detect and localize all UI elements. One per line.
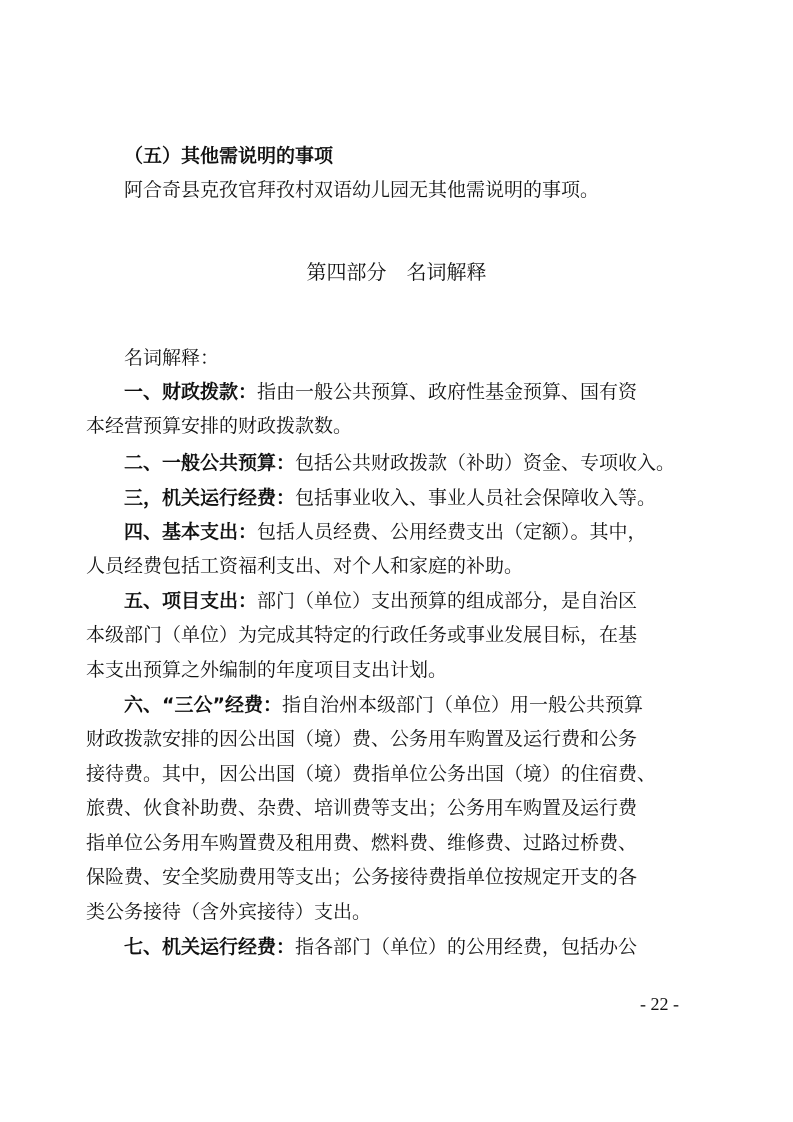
term-6-text: 指自治州本级部门（单位）用一般公共预算 <box>281 694 643 716</box>
term-6-line-6: 保险费、安全奖励费用等支出；公务接待费指单位按规定开支的各 <box>86 866 638 888</box>
term-4-line-1 <box>124 519 647 545</box>
term-6-label: 六、“三公”经费： <box>124 694 282 716</box>
term-5-text: 部门（单位）支出预算的组成部分，是自治区 <box>257 590 638 612</box>
term-6-line-7: 类公务接待（含外宾接待）支出。 <box>86 901 372 923</box>
term-6-line-5: 指单位公务用车购置费及租用费、燃料费、维修费、过路过桥费、 <box>86 832 638 854</box>
page-number: - 22 - <box>640 994 679 1014</box>
subsection-body: 阿合奇县克孜官拜孜村双语幼儿园无其他需说明的事项。 <box>124 179 600 201</box>
term-7-line-1 <box>124 934 637 960</box>
term-3-text: 包括事业收入、事业人员社会保障收入等。 <box>295 487 657 509</box>
part-title: 第四部分 名词解释 <box>306 260 487 284</box>
term-1-text: 指由一般公共预算、政府性基金预算、国有资 <box>257 381 638 403</box>
term-1-line-1 <box>124 379 637 405</box>
term-3-line-1 <box>124 485 656 511</box>
term-1-label: 一、财政拨款： <box>124 381 258 403</box>
subsection-heading: （五）其他需说明的事项 <box>124 145 334 167</box>
term-2-text: 包括公共财政拨款（补助）资金、专项收入。 <box>295 452 676 474</box>
term-7-text: 指各部门（单位）的公用经费，包括办公 <box>295 936 638 958</box>
term-5-label: 五、项目支出： <box>124 590 258 612</box>
term-4-line-2: 人员经费包括工资福利支出、对个人和家庭的补助。 <box>86 555 524 577</box>
term-1-line-2: 本经营预算安排的财政拨款数。 <box>86 415 353 437</box>
term-7-label: 七、机关运行经费： <box>124 936 296 958</box>
term-2-line-1 <box>124 450 675 476</box>
term-5-line-2: 本级部门（单位）为完成其特定的行政任务或事业发展目标，在基 <box>86 624 638 646</box>
term-4-label: 四、基本支出： <box>124 521 258 543</box>
term-5-line-1 <box>124 588 637 614</box>
glossary-intro: 名词解释： <box>124 347 220 369</box>
term-6-line-3: 接待费。其中，因公出国（境）费指单位公务出国（境）的住宿费、 <box>86 763 657 785</box>
term-2-label: 二、一般公共预算： <box>124 452 296 474</box>
term-3-label: 三，机关运行经费： <box>124 487 296 509</box>
term-6-line-2: 财政拨款安排的因公出国（境）费、公务用车购置及运行费和公务 <box>86 728 638 750</box>
term-4-text: 包括人员经费、公用经费支出（定额）。其中， <box>257 521 647 543</box>
term-6-line-1 <box>124 692 643 718</box>
term-5-line-3: 本支出预算之外编制的年度项目支出计划。 <box>86 659 448 681</box>
term-6-line-4: 旅费、伙食补助费、杂费、培训费等支出；公务用车购置及运行费 <box>86 797 638 819</box>
